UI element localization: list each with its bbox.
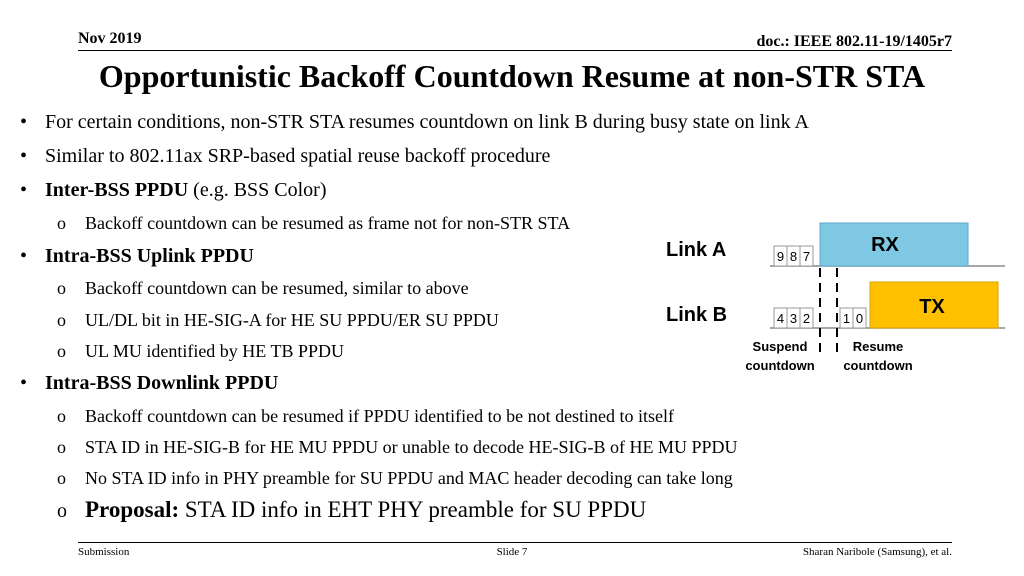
footer-divider: [78, 542, 952, 543]
sub-bullet-item: [57, 210, 570, 236]
resume-caption: Resume: [852, 339, 904, 354]
bullet-marker: •: [20, 372, 28, 394]
link-a-label: Link A: [666, 239, 727, 261]
link-b-slot-value: 4: [776, 311, 785, 326]
link-b-slot-value: 3: [789, 311, 798, 326]
resume-caption: countdown: [843, 358, 913, 373]
header-divider: [78, 50, 952, 51]
sub-bullet-text: STA ID info in EHT PHY preamble for SU PPDU: [179, 497, 647, 522]
footer-submission: Submission: [78, 546, 130, 558]
sub-bullet-item: [57, 434, 738, 460]
rx-label: RX: [871, 234, 899, 256]
link-b-slot-value: 2: [802, 311, 811, 326]
sub-bullet-text: Backoff countdown can be resumed, similar to above: [85, 278, 469, 298]
sub-bullet-marker: o: [57, 278, 66, 298]
sub-bullet-item: [57, 497, 646, 524]
sub-bullet-marker: o: [57, 406, 66, 426]
bullet-text: (e.g. BSS Color): [188, 179, 327, 201]
link-a-slot-value: 8: [789, 249, 798, 264]
link-a-slot-value: 9: [776, 249, 785, 264]
backoff-diagram: [660, 218, 1010, 383]
sub-bullet-marker: o: [57, 500, 67, 522]
proposal-label: Proposal:: [85, 497, 180, 522]
bullet-marker: •: [20, 145, 28, 167]
header-doc-id: doc.: IEEE 802.11-19/1405r7: [756, 33, 952, 50]
sub-bullet-marker: o: [57, 437, 66, 457]
bullet-heading: Inter-BSS PPDU: [45, 179, 189, 201]
sub-bullet-item: [57, 465, 733, 491]
sub-bullet-text: Backoff countdown can be resumed if PPDU identified to be not destined to itself: [85, 406, 675, 426]
bullet-item: [20, 177, 327, 203]
bullet-item: [20, 109, 809, 135]
tx-label: TX: [919, 296, 945, 318]
link-b-label: Link B: [666, 304, 728, 326]
bullet-marker: •: [20, 179, 28, 201]
link-b-slot-value: 0: [855, 311, 864, 326]
bullet-heading: Intra-BSS Downlink PPDU: [45, 372, 279, 394]
sub-bullet-text: No STA ID info in PHY preamble for SU PPDU and MAC header decoding can take long: [85, 468, 733, 488]
sub-bullet-marker: o: [57, 341, 66, 361]
suspend-caption: Suspend: [752, 339, 808, 354]
backoff-diagram-svg: [660, 218, 1010, 383]
link-a-slot-value: 7: [802, 249, 811, 264]
sub-bullet-text: UL MU identified by HE TB PPDU: [85, 341, 344, 361]
header-date: Nov 2019: [78, 30, 142, 47]
bullet-text: Similar to 802.11ax SRP-based spatial reuse backoff procedure: [45, 145, 551, 167]
bullet-marker: •: [20, 111, 28, 133]
suspend-caption: countdown: [745, 358, 815, 373]
bullet-item: [20, 370, 278, 396]
bullet-heading: Intra-BSS Uplink PPDU: [45, 245, 254, 267]
sub-bullet-marker: o: [57, 310, 66, 330]
sub-bullet-item: [57, 338, 344, 364]
sub-bullet-marker: o: [57, 213, 66, 233]
bullet-marker: •: [20, 245, 28, 267]
sub-bullet-marker: o: [57, 468, 66, 488]
sub-bullet-text: Backoff countdown can be resumed as frame not for non-STR STA: [85, 213, 571, 233]
bullet-item: [20, 143, 550, 169]
sub-bullet-item: [57, 275, 469, 301]
slide-title: Opportunistic Backoff Countdown Resume at non-STR STA: [98, 58, 926, 94]
bullet-text: For certain conditions, non-STR STA resumes countdown on link B during busy state on link A: [45, 111, 809, 133]
footer-slide-number: Slide 7: [496, 546, 528, 558]
sub-bullet-text: UL/DL bit in HE-SIG-A for HE SU PPDU/ER SU PPDU: [85, 310, 499, 330]
footer-author: Sharan Naribole (Samsung), et al.: [802, 546, 952, 558]
sub-bullet-item: [57, 403, 674, 429]
sub-bullet-item: [57, 307, 499, 333]
bullet-item: [20, 243, 254, 269]
sub-bullet-text: STA ID in HE-SIG-B for HE MU PPDU or unable to decode HE-SIG-B of HE MU PPDU: [85, 437, 738, 457]
link-b-slot-value: 1: [842, 311, 851, 326]
